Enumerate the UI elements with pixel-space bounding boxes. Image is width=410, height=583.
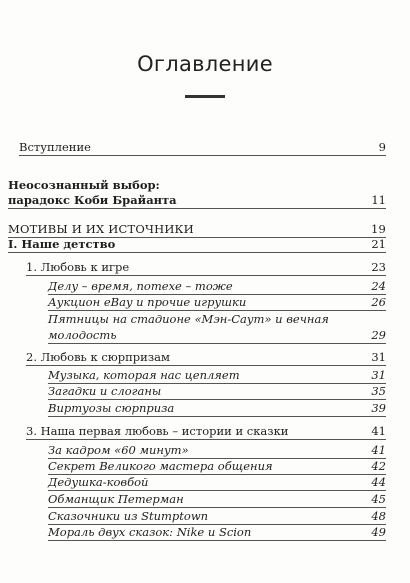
toc-entry-label: Музыка, которая нас цепляет xyxy=(48,368,240,382)
toc-entry-label: I. Наше детство xyxy=(8,237,116,251)
toc-entry-page: 24 xyxy=(371,279,386,293)
toc-entry-label: Виртуозы сюрприза xyxy=(48,401,175,415)
toc-entry-label: Обманщик Петерман xyxy=(48,492,184,506)
toc-entry-label: 2. Любовь к сюрпризам xyxy=(26,350,170,364)
toc-entry xyxy=(8,222,386,237)
toc-leader-line xyxy=(48,399,386,400)
toc-entry-label: Дедушка-ковбой xyxy=(48,475,149,489)
toc-entry-page: 31 xyxy=(371,368,386,382)
toc-entry-page: 19 xyxy=(370,222,386,236)
toc-entry xyxy=(48,459,386,474)
toc-entry-page: 26 xyxy=(371,295,386,309)
toc-entry-label: парадокс Коби Брайанта xyxy=(8,193,177,207)
toc-entry xyxy=(48,401,386,416)
toc-entry-label: 1. Любовь к игре xyxy=(26,260,130,274)
toc-entry xyxy=(48,312,386,327)
toc-leader-line xyxy=(26,365,386,366)
toc-entry xyxy=(48,384,386,399)
toc-entry-page: 11 xyxy=(371,193,386,207)
toc-entry xyxy=(48,443,386,458)
toc-entry-label: Загадки и слоганы xyxy=(48,384,162,398)
toc-entry-page: 42 xyxy=(371,459,386,473)
toc-entry xyxy=(48,492,386,507)
toc-entry xyxy=(48,328,386,343)
toc-leader-line xyxy=(8,252,386,253)
toc-leader-line xyxy=(26,439,386,440)
toc-entry-page: 39 xyxy=(371,401,386,415)
toc-entry-label: За кадром «60 минут» xyxy=(48,443,189,457)
toc-leader-line xyxy=(8,208,386,209)
toc-leader-line xyxy=(48,540,386,541)
toc-entry-label: Неосознанный выбор: xyxy=(8,178,160,192)
toc-entry xyxy=(48,475,386,490)
toc-entry-label: Мораль двух сказок: Nike и Scion xyxy=(48,525,252,539)
toc-entry-page: 21 xyxy=(371,237,386,251)
toc-leader-line xyxy=(19,155,386,156)
toc-entry-label: МОТИВЫ И ИХ ИСТОЧНИКИ xyxy=(8,222,194,236)
toc-entry-label: 3. Наша первая любовь – истории и сказки xyxy=(26,424,289,438)
toc-entry xyxy=(8,193,386,208)
toc-entry xyxy=(48,295,386,310)
toc-entry xyxy=(8,178,386,193)
toc-entry-page: 9 xyxy=(378,140,386,154)
toc-leader-line xyxy=(48,416,386,417)
toc-entry xyxy=(48,279,386,294)
toc-leader-line xyxy=(48,490,386,491)
toc-entry-page: 31 xyxy=(371,350,386,364)
toc-entry xyxy=(48,509,386,524)
toc-entry-label: Сказочники из Stumptown xyxy=(48,509,209,523)
toc-entry-page: 41 xyxy=(371,424,386,438)
toc-entry-page: 41 xyxy=(371,443,386,457)
toc-entry-page: 44 xyxy=(371,475,386,489)
toc-entry-page: 48 xyxy=(371,509,386,523)
toc-entry-label: Пятницы на стадионе «Мэн-Саут» и вечная xyxy=(48,312,329,326)
toc-entry-page: 29 xyxy=(371,328,386,342)
toc-entry-label: Секрет Великого мастера общения xyxy=(48,459,273,473)
title-rule xyxy=(185,95,225,98)
toc-leader-line xyxy=(48,507,386,508)
toc-entry-page: 49 xyxy=(371,525,386,539)
toc-entry xyxy=(48,525,386,540)
toc-leader-line xyxy=(48,310,386,311)
toc-entry-page: 45 xyxy=(371,492,386,506)
toc-entry-label: молодость xyxy=(48,328,117,342)
toc-entry-page: 23 xyxy=(371,260,386,274)
toc-entry-label: Вступление xyxy=(19,140,91,154)
toc-entry-page: 35 xyxy=(371,384,386,398)
toc-entry-label: Делу – время, потехе – тоже xyxy=(48,279,233,293)
toc-entry xyxy=(26,260,386,275)
page-title: Оглавление xyxy=(137,52,273,76)
toc-entry-label: Аукцион eBay и прочие игрушки xyxy=(48,295,247,309)
toc-leader-line xyxy=(26,275,386,276)
toc-entry xyxy=(26,350,386,365)
toc-leader-line xyxy=(48,343,386,344)
toc-entry xyxy=(48,368,386,383)
toc-entry xyxy=(26,424,386,439)
toc-entry xyxy=(8,237,386,252)
toc-entry xyxy=(19,140,386,155)
